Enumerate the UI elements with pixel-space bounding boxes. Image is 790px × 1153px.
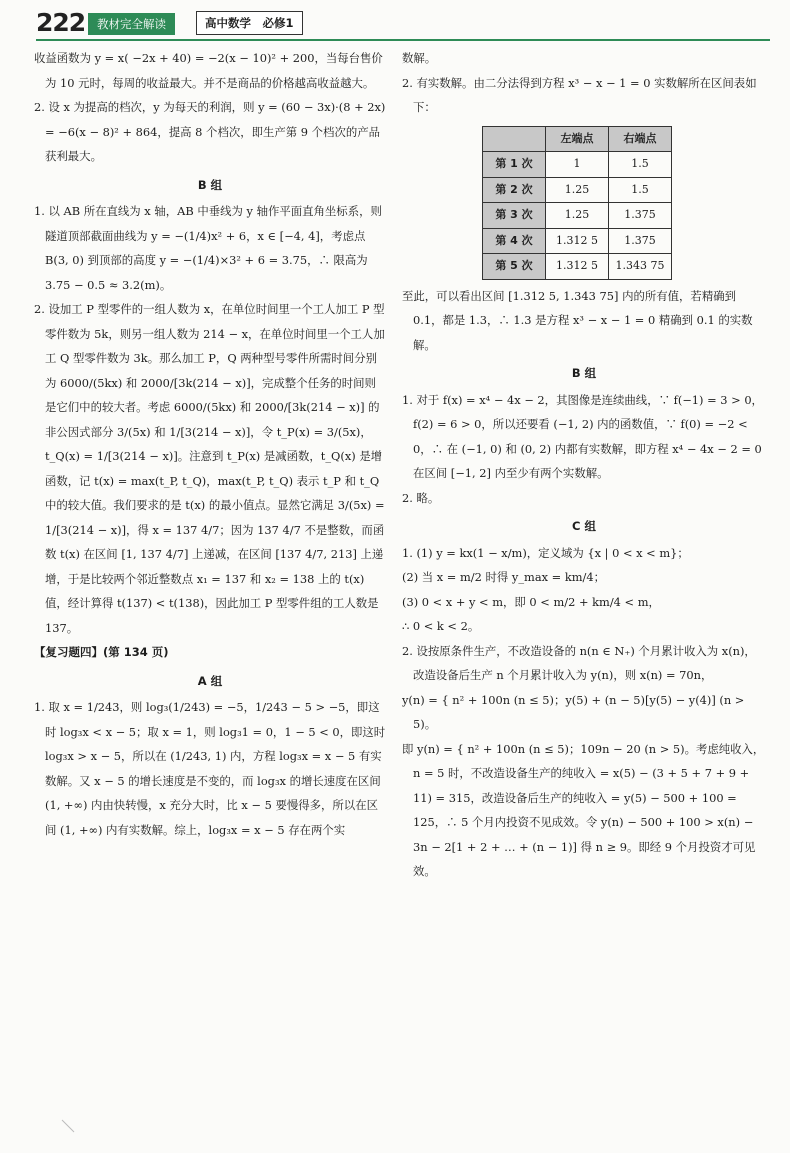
answer-item: 2. 设按原条件生产，不改造设备的 n(n ∈ N₊) 个月累计收入为 x(n)，改造设备后生产 n 个月累计收入为 y(n)，则 x(n) = 70n， [402,643,756,682]
left-endpoint-cell: 1.25 [546,177,609,203]
right-endpoint-cell: 1.343 75 [609,254,672,280]
answer-item: 2. 略。 [402,490,440,505]
table-header-row [483,126,672,152]
answer-paragraph: 收益函数为 y = x( −2x + 40) = −2(x − 10)² + 200，当每台售价为 10 元时，每周的收益最大。并不是商品的价格越高收益越大。 [34,51,383,90]
left-endpoint-cell: 1 [546,152,609,178]
answer-item: 1. (1) y = kx(1 − x/m)，定义域为 {x | 0 < x < m}； [402,545,689,560]
answer-line: (3) 0 < x + y < m，即 0 < m/2 + km/4 < m， [402,594,660,609]
subject-tag: 高中数学 必修1 [196,11,303,35]
answer-item: 1. 取 x = 1/243，则 log₃(1/243) = −5，1/243 − 5 > −5，即这时 log₃x < x − 5；取 x = 1，则 log₃1 = 0，1 − 5 < 0，即这时 log₃x > x − 5，所以在 (1/243, 1) 内，方程 log₃x = x − 5 有实数解。又 x − 5 的增长速度是不变的，而 log₃x 的增长速度在区间 (1, +∞) 内由快转慢，x 充分大时，比 x − 5 要慢得多，所以在区间 (1, +∞) 内有实数解。综上，log₃x = x − 5 存在两个实 [34,700,386,837]
right-endpoint-cell: 1.375 [609,203,672,229]
left-column [34,46,386,842]
right-endpoint-cell: 1.5 [609,177,672,203]
row-label: 第 4 次 [483,228,546,254]
left-endpoint-cell: 1.312 5 [546,228,609,254]
answer-item: 2. 有实数解。由二分法得到方程 x³ − x − 1 = 0 实数解所在区间表如下： [402,75,757,114]
page-header [36,8,770,40]
table-row [483,254,672,280]
table-row [483,177,672,203]
bisection-table [482,126,672,280]
table-header-cell [483,126,546,152]
table-header-cell: 右端点 [609,126,672,152]
left-endpoint-cell: 1.25 [546,203,609,229]
answer-item: 1. 对于 f(x) = x⁴ − 4x − 2，其图像是连续曲线，∵ f(−1) = 3 > 0，f(2) = 6 > 0，所以还要看 (−1, 2) 内的函数值，∵ f(0) = −2 < 0，∴ 在 (−1, 0) 和 (0, 2) 内都有实数解，即方程 x⁴ − 4x − 2 = 0 在区间 [−1, 2] 内至少有两个实数解。 [402,392,763,480]
answer-paragraph: 至此，可以看出区间 [1.312 5, 1.343 75] 内的所有值，若精确到 0.1，都是 1.3，∴ 1.3 是方程 x³ − x − 1 = 0 精确到 0.1 的实数解。 [402,288,753,352]
answer-line: (2) 当 x = m/2 时得 y_max = km/4； [402,570,605,584]
book-tag: 教材完全解读 [88,13,175,35]
row-label: 第 1 次 [483,152,546,178]
page-smudge-mark [60,1118,78,1134]
right-column [402,46,766,884]
right-endpoint-cell: 1.5 [609,152,672,178]
table-row [483,152,672,178]
answer-paragraph: 数解。 [402,51,437,65]
answer-line: y(n) = { n² + 100n (n ≤ 5)；y(5) + (n − 5)[y(5) − y(4)] (n > 5)。 [402,692,745,731]
header-rule [36,39,770,41]
row-label: 第 5 次 [483,254,546,280]
left-endpoint-cell: 1.312 5 [546,254,609,280]
page-number: 222 [36,8,86,37]
answer-item: 1. 以 AB 所在直线为 x 轴，AB 中垂线为 y 轴作平面直角坐标系，则隧道顶部截面曲线为 y = −(1/4)x² + 6，x ∈ [−4, 4]，考虑点 B(3, 0) 到顶部的高度 y = −(1/4)×3² + 6 = 3.75，∴ 限高为 3.75 − 0.5 ≈ 3.2(m)。 [34,204,382,292]
table-row [483,228,672,254]
answer-item: 2. 设 x 为提高的档次，y 为每天的利润，则 y = (60 − 3x)·(8 + 2x) = −6(x − 8)² + 864，提高 8 个档次，即生产第 9 个档次的产品获利最大。 [34,100,386,163]
answer-line: ∴ 0 < k < 2。 [402,619,480,633]
group-heading: C 组 [572,519,596,533]
row-label: 第 2 次 [483,177,546,203]
group-heading: B 组 [197,177,223,192]
row-label: 第 3 次 [483,203,546,229]
answer-paragraph: 即 y(n) = { n² + 100n (n ≤ 5)；109n − 20 (n > 5)。考虑纯收入，n = 5 时，不改造设备生产的纯收入 = x(5) − (3 + 5 + 7 + 9 + 11) = 315，改造设备后生产的纯收入 = y(5) − 500 + 100 = 125，∴ 5 个月内投资不见成效。令 y(n) − 500 + 100 > x(n) − 3n − 2[1 + 2 + … + (n − 1)] 得 n ≥ 9。即经 9 个月投资才可见效。 [402,741,765,878]
group-heading: B 组 [571,366,597,380]
table-row [483,203,672,229]
table-header-cell: 左端点 [546,126,609,152]
group-heading: A 组 [197,673,223,688]
right-endpoint-cell: 1.375 [609,228,672,254]
answer-item: 2. 设加工 P 型零件的一组人数为 x，在单位时间里一个工人加工 P 型零件数为 5k，则另一组人数为 214 − x，在单位时间里一个工人加工 Q 型零件数为 3k。那么加工 P，Q 两种型号零件所需时间分别为 6000/(5kx) 和 2000/[3k(214 − x)]，完成整个任务的时间则是它们中的较大者。考虑 6000/(5kx) 和 2000/[3k(214 − x)] 的非公因式部分 3/(5x) 和 1/[3(214 − x)]，令 t_P(x) = 3/(5x)，t_Q(x) = 1/[3(214 − x)]。注意到 t_P(x) 是减函数，t_Q(x) 是增函数，记 t(x) = max(t_P, t_Q)，max(t_P, t_Q) 表示 t_P 和 t_Q 中的较大值。我们要求的是 t(x) 的最小值点。显然它满足 3/(5x) = 1/[3(214 − x)]，得 x = 137 4/7；因为 137 4/7 不是整数，而函数 t(x) 在区间 [1, 137 4/7] 上递减，在区间 [137 4/7, 213] 上递增，于是比较两个邻近整数点 x₁ = 137 和 x₂ = 138 上的 t(x) 值，经计算得 t(137) < t(138)，因此加工 P 型零件组的工人数是 137。 [34,302,385,635]
section-heading: 【复习题四】(第 134 页) [34,645,169,659]
